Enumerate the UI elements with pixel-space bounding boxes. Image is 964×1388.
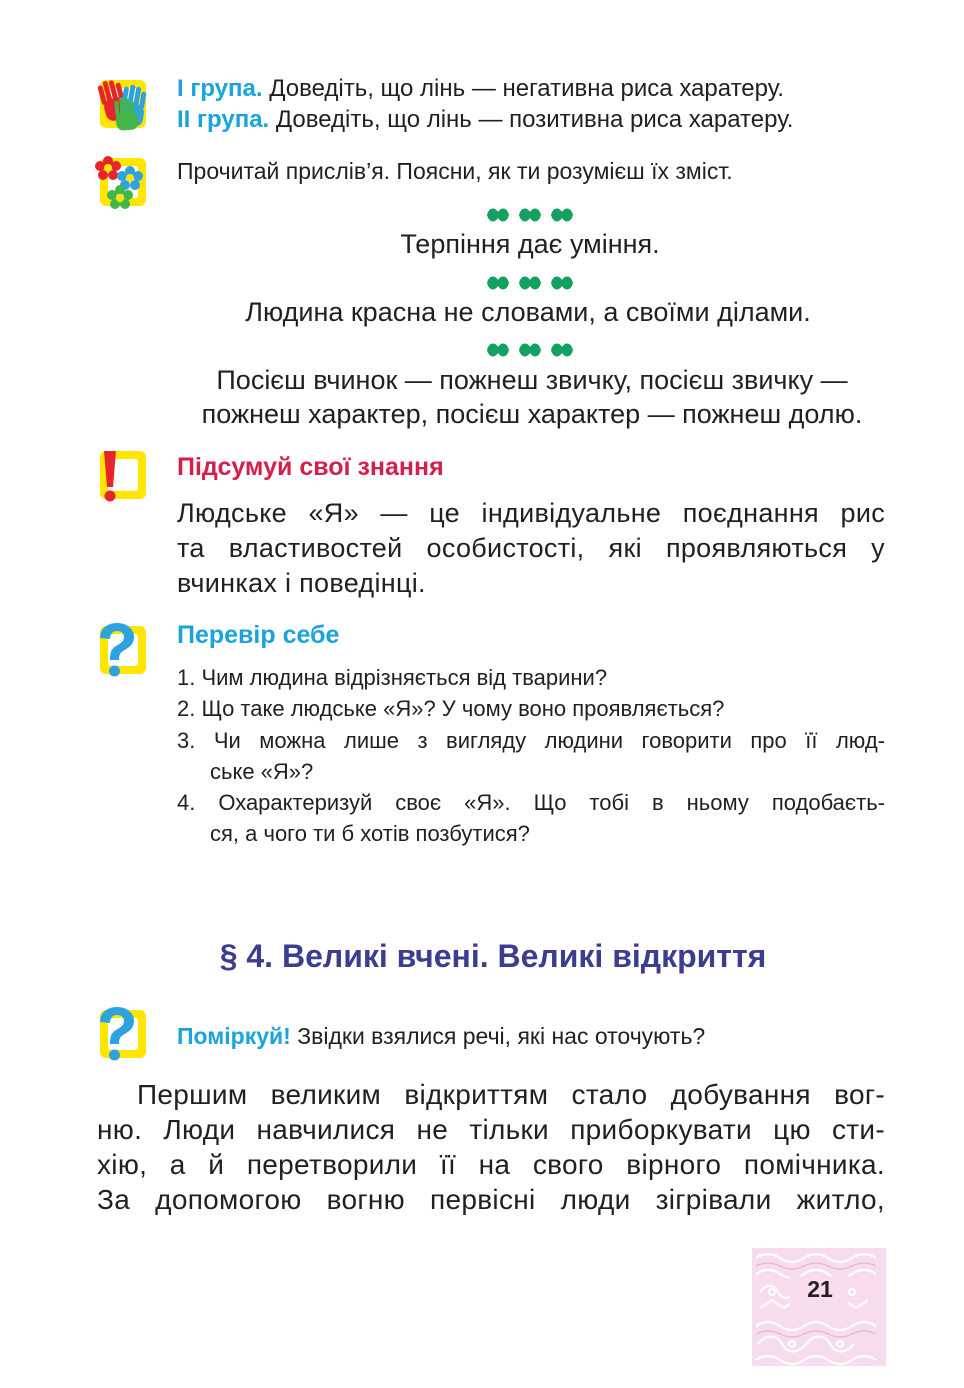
group-2-label: ІІ група. [177, 106, 270, 133]
ornament-divider [0, 205, 964, 227]
check-question-2: 2. Що таке людське «Я»? У чому воно проявляється? [177, 696, 725, 721]
proverb-2: Людина красна не словами, а своїми ділами. [245, 297, 811, 327]
hands-icon [94, 76, 150, 132]
think-label: Поміркуй! [177, 1023, 291, 1049]
summary-line-3: вчинках і поведінці. [177, 568, 426, 598]
think-text: Звідки взялися речі, які нас оточують? [297, 1023, 706, 1049]
ornament-divider [0, 273, 964, 295]
section-title: § 4. Великі вчені. Великі відкриття [219, 938, 767, 974]
exclamation-icon [94, 447, 150, 503]
check-question-4: 4. Охарактеризуй своє «Я». Що тобі в ньому подобаєть- [177, 790, 885, 815]
check-question-1: 1. Чим людина відрізняється від тварини? [177, 665, 608, 690]
flowers-icon [94, 154, 150, 210]
check-heading: Перевір себе [177, 621, 340, 649]
summary-line-2: та властивостей особистості, які проявляються у [177, 533, 885, 563]
group-2-task [177, 105, 793, 135]
summary-line-1: Людське «Я» — це індивідуальне поєднання рис [177, 498, 885, 528]
group-1-label: І група. [177, 75, 263, 102]
paragraph-line-4: За допомогою вогню первісні люди зігрівали житло, [97, 1184, 885, 1215]
think-prompt [177, 1021, 705, 1051]
question-icon [94, 622, 150, 678]
proverb-3-line-2: пожнеш характер, посієш характер — пожнеш долю. [201, 399, 863, 429]
page-number: 21 [807, 1276, 833, 1302]
proverb-1: Терпіння дає уміння. [400, 229, 660, 259]
paragraph-line-3: хію, а й перетворили її на свого вірного помічника. [97, 1149, 885, 1180]
paragraph-line-2: ню. Люди навчилися не тільки приборкувати цю сти- [97, 1114, 885, 1145]
page-number-ornament [752, 1248, 886, 1366]
group-2-text: Доведіть, що лінь — позитивна риса харатеру. [275, 106, 794, 133]
paragraph-line-1: Першим великим відкриттям стало добування вог- [137, 1079, 885, 1110]
summary-heading: Підсумуй свої знання [177, 453, 444, 481]
check-question-3-cont: ське «Я»? [210, 759, 314, 784]
check-question-3: 3. Чи можна лише з вигляду людини говорити про її люд- [177, 728, 885, 753]
group-1-task [177, 74, 784, 104]
proverbs-intro: Прочитай прислів’я. Поясни, як ти розумієш їх зміст. [177, 158, 733, 184]
check-question-4-cont: ся, а чого ти б хотів позбутися? [210, 821, 530, 846]
question-icon [94, 1006, 150, 1062]
group-1-text: Доведіть, що лінь — негативна риса харатеру. [269, 75, 784, 102]
proverb-3-line-1: Посієш вчинок — пожнеш звичку, посієш звичку — [216, 365, 848, 395]
ornament-divider [0, 340, 964, 362]
